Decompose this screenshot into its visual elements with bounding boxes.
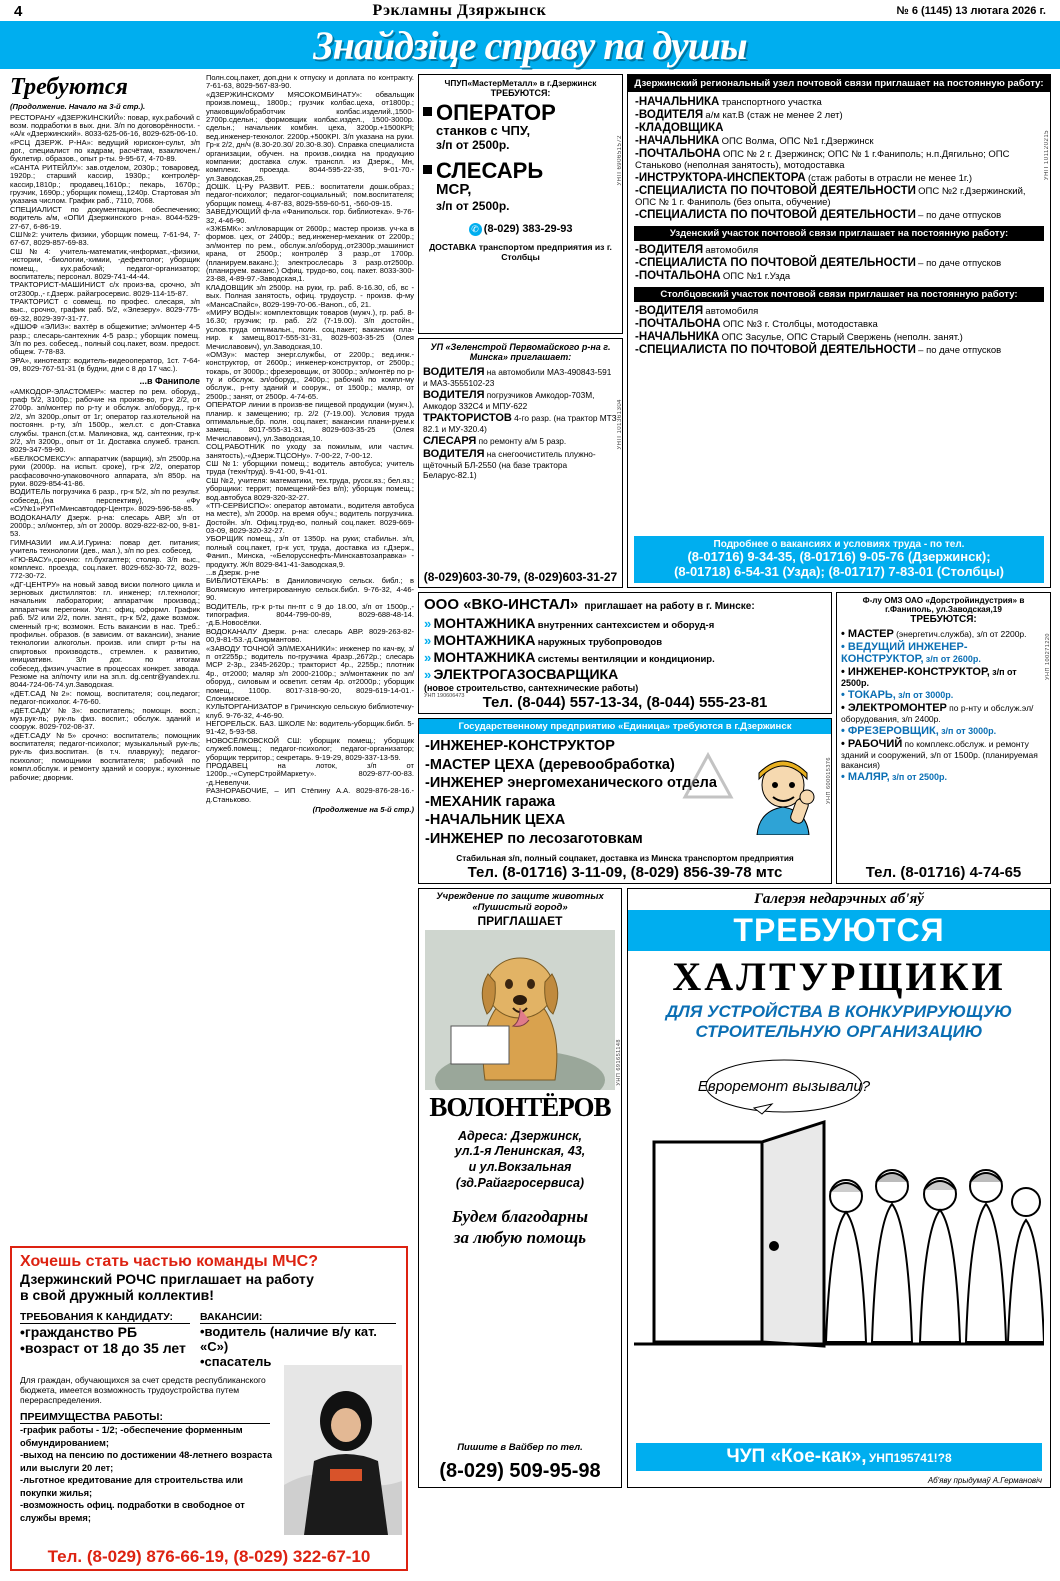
vacancy-title: ТРАКТОРИСТОВ xyxy=(423,412,512,424)
list-item xyxy=(424,666,826,682)
list-item xyxy=(423,389,618,411)
ad-phones[interactable]: (8-029)603-30-79, (8-029)603-31-27 xyxy=(423,570,618,584)
ad-delivery-note: ДОСТАВКА транспортом предприятия из г. Столбцы xyxy=(429,242,612,263)
vacancy-desc: – по даче отпусков xyxy=(918,345,1002,356)
list-item xyxy=(635,305,1043,317)
vacancy-desc: ОПС Засулье, ОПС Старый Свержень (неполн. занят.) xyxy=(721,332,963,343)
decorative-triangle-icon xyxy=(681,751,735,805)
vacancy-desc: по комплекс.обслуж. и ремонту зданий и сооружений, з/п от 1500р. (планируемая вакансия) xyxy=(841,739,1038,770)
ad-footer-title: Подробнее о вакансиях и условиях труда - по тел. xyxy=(713,539,965,551)
vacancy-title: -КЛАДОВЩИКА xyxy=(635,122,724,134)
list-item xyxy=(841,771,1046,783)
list-item xyxy=(635,148,1043,171)
vacancy-title: ВОДИТЕЛЯ xyxy=(423,389,485,401)
vacancy-desc: з/п от 2500р. xyxy=(841,667,1017,688)
list-item xyxy=(635,244,1043,256)
vacancy-title: ВОДИТЕЛЯ xyxy=(423,448,485,460)
ad-volunteers xyxy=(418,888,622,1488)
mchs-advantages-title: ПРЕИМУЩЕСТВА РАБОТЫ: xyxy=(20,1411,270,1424)
phone-icon: ✆ xyxy=(469,223,482,236)
gallery-author: Аб'яву прыдумаў А.Германовіч xyxy=(927,1476,1042,1485)
vacancy-title: МОНТАЖНИКА xyxy=(433,649,536,665)
ad-title: Дзержинский региональный узел почтовой связи приглашает на постоянную работу: xyxy=(628,75,1050,92)
list-item xyxy=(841,628,1046,640)
bullet-square-icon xyxy=(423,107,432,116)
ad-thanks: Будем благодарны за любую помощь xyxy=(451,1207,589,1247)
vacancy-desc: по р-нту и обслуж.эл/оборудования, з/п 2400р. xyxy=(841,703,1034,724)
vacancy-desc: погрузчиков Амкодор-703М, Амкодор 332С4 и МПУ-622 xyxy=(423,390,595,411)
mchs-line2: Дзержинский РОЧС приглашает на работу xyxy=(20,1271,314,1287)
mchs-vac-item: •водитель (наличие в/у кат. «С») xyxy=(200,1324,377,1354)
vacancy-title: -НАЧАЛЬНИК ЦЕХА xyxy=(425,812,566,829)
ad-footer-phones[interactable]: (8-01716) 9-34-35, (8-01716) 9-05-76 (Дзержинск); (8-01718) 6-54-31 (Узда); (8-01717) 7-83-01 (Столбцы) xyxy=(674,549,1004,580)
ad-mastermetall xyxy=(418,74,623,334)
vacancy-title: -НАЧАЛЬНИКА xyxy=(635,331,720,343)
gallery-unp: УНП195741!?8 xyxy=(868,1451,952,1465)
vacancy-list-uzda xyxy=(635,244,1043,282)
vacancy-desc: – по даче отпусков xyxy=(918,210,1002,221)
list-item xyxy=(635,122,1043,134)
vacancy-title: -ПОЧТАЛЬОНА xyxy=(635,318,721,330)
vacancy-desc: з/п от 2500р. xyxy=(891,772,948,782)
left-body-text: РЕСТОРАНУ «ДЗЕРЖИНСКИЙ»: повар, кух.рабочий с возм. подработки в вых. дни. З/п по договорённости. - «А/к «Дзержинский». 8033-625-06-16, 8029-625-06-10. «РСЦ ДЗЕРЖ. Р-НА»: ведущий юрискон-сульт, з/п дог., специалист по кадрам, расчётам, взаключен./буклетир. образов., опыт р-ты. 9-95-67, 4-70-89. «САНТА РИТЕЙЛУ»: зав.отделом, 2030р.; товаровед, 1920р.; старший кассир, 1930р.; контролёр-кассир,1810р.; продавец,1610р.; пекарь, 1670р.; грузчик, 1690р.; уборщик помещ.,1240р. Стартовая з/п указана числом. График раб., 7110, 7068. СПЕЦИАЛИСТ по документацион. обеспечению; водитель а/м, «ОПИ Дзержинского р-на». 8044-529-27-67, 6-86-19. СШ№2: учитель физики, уборщик помещ. 7-61-94, 7-67-67, 8029-857-69-83. СШ№4: учитель-математик,-информат.,-физики, -истории, -биологии,-химии, -дефектолог; уборщик помещ., кух.рабочий; педагог-организатор; воспитатель; персонал. 8029-741-44-44. ТРАКТОРИСТ-МАШИНИСТ с/х произ-ва, срочно, з/п от2300р.,- г.Дзерж. райагросервис. 8029-114-15-87. ТРАКТОРИСТ с совмещ. по профес. слесаря, з/п выс., срочно, график раб. 5/2, «Элезеру». 8029-775-69-32, 8029-397-31-77. «ДШОФ «ЭЛИЗ»: вахтёр в общежитие; эл/монтер 4-5 разр.; слесарь-сантехник 4-5 разр.; уборщик помещ. З/п по рез. собесед., полный соц.пакет, возм. предост. общеж. 7-78-83. ЭРА», кинотеатр: водитель-видеооператор, 1ст. 7-64-09, 8029-767-51-31 (в будни, дни с 8 до 17 час.). xyxy=(10,112,200,374)
list-item xyxy=(635,257,1043,269)
vacancy-title: -СПЕЦИАЛИСТА ПО ПОЧТОВОЙ ДЕЯТЕЛЬНОСТИ xyxy=(635,185,916,197)
vacancy-title: ЭЛЕКТРОГАЗОСВАРЩИКА xyxy=(433,666,619,682)
vacancy-title: -ПОЧТАЛЬОНА xyxy=(635,148,721,160)
vacancy-title: -ИНСТРУКТОРА-ИНСПЕКТОРА xyxy=(635,172,806,184)
list-item xyxy=(635,209,1043,221)
job-pay: з/п от 2500р. xyxy=(436,138,510,153)
vacancy-title: -СПЕЦИАЛИСТА ПО ПОЧТОВОЙ ДЕЯТЕЛЬНОСТИ xyxy=(635,344,916,356)
mchs-vac-item: •спасатель xyxy=(200,1354,272,1369)
vacancy-desc: системы вентиляции и кондиционир. xyxy=(537,654,715,665)
ad-edinica xyxy=(418,718,832,884)
vacancy-title: -ИНЖЕНЕР-КОНСТРУКТОР xyxy=(425,738,615,754)
vacancy-title: -ИНЖЕНЕР энергомеханического отдела xyxy=(425,775,717,792)
vacancy-desc: з/п от 3000р. xyxy=(898,690,954,700)
vacancy-desc: внутренних сантехсистем и оборуд-я xyxy=(537,620,715,631)
gallery-title: Галерэя недарэчных аб'яў xyxy=(754,891,924,907)
ad-need-label: ТРЕБУЮТСЯ: xyxy=(490,88,551,98)
vacancy-list xyxy=(423,366,618,480)
ad-company: ООО «ВКО-ИНСТАЛ» xyxy=(424,596,579,613)
vacancy-desc: ОПС №3 г. Столбцы, мотодоставка xyxy=(722,319,878,330)
ad-subtitle-stolbcy: Столбцовский участок почтовой связи приглашает на постоянную работу: xyxy=(634,287,1044,302)
unp-code: УНП 600015376 xyxy=(826,757,832,804)
vacancy-desc: ОПС № 2 г. Дзержинск; ОПС № 1 г.Фаниполь; н.п.Дягильно; ОПС Станьково (неполная занятость), мотодоставка xyxy=(635,149,1010,171)
section-banner xyxy=(0,21,1060,69)
continuation-note: (Продолжение. Начало на 3-й стр.). xyxy=(10,102,146,111)
list-item xyxy=(635,331,1043,343)
bullet-square-icon xyxy=(423,165,432,174)
list-item xyxy=(841,641,1046,665)
mchs-adv-item: -возможность офиц. подработки в свободное от службы время; xyxy=(20,1500,245,1523)
vacancy-desc: на автомобили МАЗ-490843-591 и МАЗ-3555102-23 xyxy=(423,367,612,388)
list-item xyxy=(423,448,618,480)
mchs-adv-item: -льготное кредитование для строительства или покупки жилья; xyxy=(20,1475,243,1498)
vacancy-title: • ТОКАРЬ, xyxy=(841,689,896,701)
ad-phone[interactable]: Тел. (8-01716) 4-74-65 xyxy=(865,864,1022,881)
ad-title: Ф-лу ОМЗ ОАО «Дорстройиндустрия» в г.Фаниполь, ул.Заводская,19 xyxy=(862,596,1025,614)
trebuyutsya-heading: Требуются xyxy=(10,74,128,100)
ad-contact-note: Пишите в Вайбер по тел. xyxy=(457,1442,583,1453)
vacancy-title: -ВОДИТЕЛЯ xyxy=(635,109,704,121)
vacancy-title: -МЕХАНИК гаража xyxy=(425,793,556,810)
fanipol-body-text: «АМКОДОР-ЭЛАСТОМЕР»: мастер по рем. оборуд., граф 5/2, 3100р.; рабочие на произв-во, гр-к 2/2, от 2700р. эл/монтер по р-ту и обслуж. эл/оборуд., гр-к 2/2, з/п 3200р.,опыт от 1г; оператор газ.котельной на постоянн. р-ту, з/п 1500р., жел.ст. с доп-Ставка службы. трансп.(ст.м. Малиновка, жд. сантехник, гр-к 2/2, з/п 3200р., опыт от 1г. Доставка служеб. трансп. 8029-347-59-90. «БЕЛКОСМЕКСУ»: аппаратчик (варщик), з/п 2500р.на руки (2000р. на испыт. сроке), гр-к 2/2, оператор расфасовочно-упаковочного аппарата, з/п 850р. на руки. 8029-854-41-86. ВОДИТЕЛЬ погрузчика 6 разр., гр-к 5/2, з/п по результ. собесед.,(на перспективу), «Фу «СУ№1»РУП«Минсавтодор-Центр». 8029-596-58-85. ВОДОКАНАЛУ Дзерж. р-на: слесарь АВР, з/п от 2000р.; эл/монтер, з/п от 2000р. 8029-822-82-00, 9-81-53. ГИМНАЗИИ им.А.И.Гурина: повар дет. питания; учитель технологии (дев., мал.), з/п по рез. собесед. «ГЮ-ВАСУ»,срочно: гл.бухгалтер; столяр. З/п выс., комплекс. проезда, соц.пакет. 8029-652-30-72, 8029-772-30-72. «ДГ-ЦЕНТРУ» на новый завод виски полного цикла и зерновых дистиллятов: гл. инженер; гл.технолог; начальник лаборатории; аппаратчик производ.; аппаратчик перегонки. Усл.: офиц. оформл. График раб. 5/2 или 2/2, полн. занят., гр-к 5/2, даже возмож. сменный гр-к; возможн. Есть вакансии в нас. Треб.: профильн. образов. (в зависим. от вакансии), знание технологии алкогольн. произв. или спирт р-ты на спиртовых производств., стремлен. к развитию, инициативн. З/п дог. по итогам собесед.,физич.участие в процессах конкрет. завода. Резюме на эл/почту или на зп.п. dg.centr@yandex.ru. 8044-724-06-74.ул.Заводская. «ДЕТ.САД №2»: помощ. воспитателя; соц.педагог; педагог-психолог. 4-76-60. «ДЕТ.САДУ №3»: воспитатель; помощн. восп.; муз.рук-ль; рук-ль физ. воспит.; обслуж. зданий и сооруж. 8029-702-08-37. «ДЕТ.САДУ №5» срочно: воспитатель; помощник воспитателя; педагог-психолог; музыкальный рук-ль; рук-ль физ.воспитан. (в т.ч. плавруку); педагог-психолог; помощники воспитателя; рабочий по компл.обслуж. и ремонту зданий и сооруж.; кухонные рабочие; дворник. xyxy=(10,386,200,782)
list-item xyxy=(841,702,1046,724)
ad-title: УП «Зеленстрой Первомайского р-на г. Минска» приглашает: xyxy=(430,342,611,362)
ad-org: Учреждение по защите животных «Пушистый город» xyxy=(436,891,604,913)
vacancy-title: • ЭЛЕКТРОМОНТЕР xyxy=(841,702,947,714)
vacancy-list xyxy=(424,615,826,682)
banner-text: Знайдзіце справу па душы xyxy=(313,22,747,68)
vacancy-title: -ПОЧТАЛЬОНА xyxy=(635,270,721,282)
list-item xyxy=(841,738,1046,770)
vacancy-desc: з/п от 2600р. xyxy=(925,654,981,664)
list-item xyxy=(841,666,1046,688)
mchs-vacancies-title: ВАКАНСИИ: xyxy=(200,1311,396,1324)
job-title: СЛЕСАРЬ xyxy=(436,158,544,184)
vacancy-desc: по ремонту а/м 5 разр. xyxy=(478,436,567,446)
ad-headline: ВОЛОНТЁРОВ xyxy=(429,1091,611,1122)
job-sub: станков с ЧПУ, xyxy=(436,123,531,138)
column-two xyxy=(206,74,414,814)
svg-text:Евроремонт вызывали?: Евроремонт вызывали? xyxy=(697,1078,871,1095)
mchs-question: Хочешь стать частью команды МЧС? xyxy=(20,1253,318,1270)
vacancy-desc: транспортного участка xyxy=(721,97,822,108)
vacancy-desc: автомобиля xyxy=(705,245,759,256)
list-item xyxy=(635,96,1043,108)
ad-gallery xyxy=(627,888,1051,1488)
vacancy-desc: (стаж работы в отрасли не менее 1г.) xyxy=(807,173,973,184)
job-sub: МСР, xyxy=(436,181,472,199)
unp-code: УНП 101120215 xyxy=(1044,130,1050,181)
unp-code: УНП 190606473 xyxy=(424,693,465,699)
list-item xyxy=(635,172,1043,184)
vacancy-desc: ОПС Волма, ОПС №1 г.Дзержинск xyxy=(721,136,874,147)
vacancy-title: -НАЧАЛЬНИКА xyxy=(635,96,720,108)
unp-code: УНП 100271220 xyxy=(1045,633,1051,680)
mchs-req-item: •гражданство РБ xyxy=(20,1324,138,1340)
ad-company: ЧПУП«МастерМеталл» в г.Дзержинск xyxy=(444,78,597,88)
vacancy-title: СЛЕСАРЯ xyxy=(423,435,477,447)
job-title: ОПЕРАТОР xyxy=(436,100,556,125)
ad-subtitle: приглашает на работу в г. Минске: xyxy=(584,601,755,612)
list-item xyxy=(424,615,826,631)
worker-illustration xyxy=(737,749,829,835)
page-number: 4 xyxy=(14,2,23,20)
mchs-adv-item: -график работы - 1/2; -обеспечение форменным обмундированием; xyxy=(20,1425,243,1448)
list-item xyxy=(635,185,1043,208)
dog-photo xyxy=(425,930,615,1090)
cartoon-illustration xyxy=(634,1046,1044,1376)
rescuer-photo xyxy=(284,1365,402,1535)
vacancy-title: -ВОДИТЕЛЯ xyxy=(635,305,704,317)
mchs-note: Для граждан, обучающихся за счет средств республиканского бюджета, имеется возможность трудоустройства путем перераспределения. xyxy=(20,1375,266,1405)
ad-phone-prefix[interactable]: (8-029) 383-29-93 xyxy=(483,222,573,235)
vacancy-title: • РАБОЧИЙ xyxy=(841,738,903,750)
vacancy-desc: наружных трубопроводов xyxy=(537,637,663,648)
vacancy-desc: на снегоочиститель плужно-щёточный БЛ-2550 (на базе трактора Беларус-82.1) xyxy=(423,449,596,480)
vacancy-desc: (энергетич.служба), з/п от 2200р. xyxy=(896,629,1027,639)
vacancy-title: • МАСТЕР xyxy=(841,628,894,640)
mchs-line3: в свой дружный коллектив! xyxy=(20,1287,214,1303)
list-item xyxy=(423,435,618,447)
list-item xyxy=(424,632,826,648)
list-item xyxy=(635,109,1043,121)
chevron-right-icon: » xyxy=(424,667,432,682)
ad-invite: ПРИГЛАШАЕТ xyxy=(477,913,563,928)
col2-continuation: (Продолжение на 5-й стр.) xyxy=(312,804,414,814)
ad-phones[interactable]: Тел. (8-044) 557-13-34, (8-044) 555-23-81 xyxy=(482,694,768,711)
gallery-line2: СТРОИТЕЛЬНУЮ ОРГАНИЗАЦИЮ xyxy=(695,1022,983,1041)
list-item xyxy=(635,270,1043,282)
ad-title: Государственному предприятию «Единица» требуются в г.Дзержинск xyxy=(419,719,831,734)
vacancy-title: • ИНЖЕНЕР-КОНСТРУКТОР, xyxy=(841,666,990,678)
vacancy-desc: ОПС №2 г.Дзержинский, ОПС № 1 г. Фаниполь (без опыта, обучение) xyxy=(635,186,1026,208)
ad-vko-instal xyxy=(418,592,832,714)
mchs-phones[interactable]: Тел. (8-029) 876-66-19, (8-029) 322-67-10 xyxy=(47,1547,371,1566)
vacancy-desc: – по даче отпусков xyxy=(918,258,1002,269)
vacancy-title: -СПЕЦИАЛИСТА ПО ПОЧТОВОЙ ДЕЯТЕЛЬНОСТИ xyxy=(635,257,916,269)
list-item xyxy=(423,412,618,434)
mchs-req-item: •возраст от 18 до 35 лет xyxy=(20,1340,186,1356)
list-item xyxy=(423,366,618,388)
gallery-company: ЧУП «Кое-как», xyxy=(726,1446,867,1467)
unp-code: УНП 691651148 xyxy=(616,1039,622,1086)
list-item xyxy=(635,344,1043,356)
chevron-right-icon: » xyxy=(424,650,432,665)
vacancy-title: • ФРЕЗЕРОВЩИК, xyxy=(841,725,939,737)
ad-address: Адреса: Дзержинск, ул.1-я Ленинская, 43, и ул.Вокзальная (зд.Райагросервиса) xyxy=(454,1128,586,1190)
col2-body-text: Полн.соц.пакет, доп.дни к отпуску и доплата по контракту. 7-61-63, 8029-567-83-90. «ДЗЕРЖИНСКОМУ МЯСОКОМБИНАТУ»: обвальщик произв.помещ., 1800р.; грузчик колбас.цеха, от1800р.; упаковщик/обработчик колбас.изделий.,1500-2700р.сдельн.; формовщик колбас.издел., 1500-3000р. сдельн.; начальник комбин. цеха, 3200р.+1500КРI; вед.инженер-технолог. 2200р.+500КРI. З/п указана на руки. Гр-к 2/2, дн/ч (8.30-20.30/ 20.30-8.30). Справка специалиста организации, обучен. на произв.,скидка на продукцию компании; доставка служ. транспл. из Дзерж., Мн, комплекс. проезда. 8044-595-22-35, 9-01-70.-ул.Заводская,25. ДОШК. Ц-Ру РАЗВИТ. РЕБ.: воспитатели дошк.образ.; педагог-психолог; педагог-социальный; пом.воспитателя; уборщик помещ. 4-87-83, 8029-559-60-51, -560-09-15. ЗАВЕДУЮЩИЙ ф-ла «Фанипольск. гор. библиотека». 9-76-32, 4-46-90. «ЗЖБМК»: эл/гловарщик от 2600р.; мастер произв. уч-ка в формов. цех, от 2400р.; вед.инженер-механик от 2200р.; эл/монтер по рем., обслуж.эл/оборуд.,от2300р.;машинист крана, от 2500р.; контролёр 3 разр.,от 1700р. (планируем.ваканс.); электрослесарь 3 разр.от2500р. (планируем. ваканс.) Офиц. трудо-во, соц. пакет. 8033-300-23-88, 4-89-97.-Заводская,1. КЛАДОВЩИК з/п 2500р. на руки, гр. раб. 8-16.30, сб, вс - вых. Полная занятость, офиц. трудоустр. - произв. ф-му «МансаСпайс», 8029-199-70-06.-Ваноп., сб, 21. «МИРУ ВОДЫ»: комплектовщик товаров (мужч.), гр. раб. 8-16.30; грузчик; гр. раб. 2/2 (7-19.00). З/п достойн., услов.труда оптимальн., полн. соц.пакет; вакансии пла-нир. к замещ.8017-555-31-31, 8029-603-35-25 (Олея Мечиславович), ул.Заводская,10. «ОМЗу»: мастер энерг.службы, от 2200р.; вед.инж.-конструктор, от 2600р.; инженер-конструктор, от 2500р.; токарь, от 3000р.; фрезеровщик, от 3000р.; эл/монтёр по р-ту и обслуж. эл/оборуд., 2400р.; рабочий по компл-му обслуж., р-нту зданий и сооруж., от 1500р.; маляр, от 2500р.; занят, от 2500р. 4-74-65. ОПЕРАТОР линии в произв-ве пищевой продукции (мужч.), планир. к замещению; гр. 2/2 (7-19.00). Условия труда оптимальные,бр. полн. соц.пакет; вакансии плани-руем.к замещ. 8017-555-31-31, 8029-603-35-25 (Олея Мечиславович), ул.Заводская,10. СОЦ.РАБОТНИК по уходу за пожилым, или частич. занятость),-«Дзерж.ТЦСОНу». 7-00-22, 7-00-12. СШ №1: уборщики помещ.; водитель автобуса; учитель труда (техн/труд). 9-41-00, 9-41-01. СШ №2, учителя: математики, тех.труда, русск.яз.; бел.яз.; уборщики: террит; помещений-без в/п); уборщик помещ.; вод.автобуса 8029-320-32-27. «ТП-СЕРВИСПО»: оператор автомати., водителя автобуса на месте), з/п 2000р. на время обуч.; водитель погрузчика. Достойн. з/п. Офиц.труд-во, полный соц.пакет. 8029-669-03-09, 8029-320-32-27. УБОРЩИК помещ., з/п от 1350р. на руки; стабильн. з/п, полный соц.пакет, гр-к уст, труда, доставка из г.Дзерж., Фанип., Минска, -«Белорусснефть-Минскавтозаправка» - продукту. Ж/п 8029-841-41-3аводская,9. ...в Дзерж. р-не БИБЛИОТЕКАРЬ: в Даниловичскую сельск. библ.; в Волямскую интегрированную сельск.библ. 9-76-32, 4-46-90. ВОДИТЕЛЬ, гр-к р-ты пн-пт с 9 до 18.00, з/п от 1500р.,-типография. 8044-799-00-89, 8029-688-48-14. -д.Б.Новосёлки. ВОДОКАНАЛУ Дзерж. р-на: слесарь АВР. 8029-263-82-00,9-81-53.-д.Скирмантово. «ЗАВОДУ ТОЧНОЙ ЭЛ/МЕХАНИКИ»: инженер по кач-ву, з/п от2255р.; водитель по-грузчика 4разр.,2672р.; слесарь МСР 2-3р., 2345-2620р.; тракторист 4р., 2255р.; плотник 4р., от2000; маляр з/п 2000-2100р.; эл/монтажник по эл/оборуд., силовым и осветит. сетям 4р. от2000р.; уборщик помещ., 1100р. 8017-318-90-20, 8029-619-14-01.-Слонимское. КУЛЬТОРГАНИЗАТОР в Гричинскую сельскую библиотечку-клуб. 9-76-32, 4-46-90. НЕГОРЕЛЬСК. БАЗ. ШКОЛЕ №: водитель-уборщик.библ. 5-91-42, 5-93-58. НОВОСЁЛКОВСКОЙ СШ: уборщик помещ.; уборщик служеб.помещ.; педагог-психолог; педагог-организатор; уборщик территор.; секретарь. 9-19-29, 8029-337-13-59. ПРОДАВЕЦ на лоток, з/п от 1200р.,-«СуперСтройМаркету». 8029-877-00-83. -д.Невелучи. РАЗНОРАБОЧИЕ, – ИП Стёпину А.А. 8029-876-28-16.-д.Станьково. xyxy=(206,73,414,804)
fanipol-heading: ...в Фаниполе xyxy=(139,375,200,386)
list-item xyxy=(841,689,1046,701)
ad-mchs xyxy=(10,1246,408,1571)
list-item xyxy=(841,725,1046,737)
issue-info: № 6 (1145) 13 лютага 2026 г. xyxy=(896,5,1046,17)
ad-zelenstroy xyxy=(418,338,623,588)
newspaper-title: Рэкламны Дзяржынск xyxy=(372,2,547,19)
chevron-right-icon: » xyxy=(424,633,432,648)
ad-phones[interactable]: Тел. (8-01716) 3-11-09, (8-029) 856-39-78 мтс xyxy=(467,864,783,881)
mchs-adv-item: -выход на пенсию по достижении 48-летнего возраста или выслуги 20 лет; xyxy=(20,1450,273,1473)
mchs-requirements-title: ТРЕБОВАНИЯ К КАНДИДАТУ: xyxy=(20,1311,190,1324)
ad-postal-service xyxy=(627,74,1051,588)
unp-code: УНП 101361304 xyxy=(617,399,623,450)
ad-need-label: ТРЕБУЮТСЯ: xyxy=(910,614,977,625)
vacancy-list xyxy=(841,628,1046,783)
gallery-headline: ХАЛТУРЩИКИ xyxy=(672,954,1006,999)
vacancy-title: -НАЧАЛЬНИКА xyxy=(635,135,720,147)
ad-subtitle-uzda: Узденский участок почтовой связи приглашает на постоянную работу: xyxy=(634,226,1044,241)
vacancy-title: ВОДИТЕЛЯ xyxy=(423,366,485,378)
vacancy-desc: автомобиля xyxy=(705,306,759,317)
vacancy-title: МОНТАЖНИКА xyxy=(433,632,536,648)
list-item xyxy=(635,318,1043,330)
gallery-line1: ДЛЯ УСТРОЙСТВА В КОНКУРИРУЮЩУЮ xyxy=(665,1002,1013,1021)
vacancy-title: -ВОДИТЕЛЯ xyxy=(635,244,704,256)
vacancy-title: -МАСТЕР ЦЕХА (деревообработка) xyxy=(425,756,675,773)
vacancy-desc: а/м кат.В (стаж не менее 2 лет) xyxy=(705,110,843,121)
chevron-right-icon: » xyxy=(424,616,432,631)
vacancy-list xyxy=(635,96,1043,221)
vacancy-desc: 4-го разр. (на трактор МТЗ 82.1 и МУ-320.4) xyxy=(423,413,617,434)
list-item xyxy=(424,649,826,665)
column-left xyxy=(10,74,200,782)
vacancy-title: • МАЛЯР, xyxy=(841,771,890,783)
vacancy-title: МОНТАЖНИКА xyxy=(433,615,536,631)
ad-note: Стабильная з/п, полный соцпакет, доставка из Минска транспортом предприятия xyxy=(456,853,794,863)
vacancy-title: -СПЕЦИАЛИСТА ПО ПОЧТОВОЙ ДЕЯТЕЛЬНОСТИ xyxy=(635,209,916,221)
ad-phone[interactable]: (8-029) 509-95-98 xyxy=(439,1460,601,1482)
vacancy-desc: з/п от 3000р. xyxy=(941,726,997,736)
gallery-need: ТРЕБУЮТСЯ xyxy=(628,910,1050,951)
ad-omz xyxy=(836,592,1051,884)
vacancy-title: • ВЕДУЩИЙ ИНЖЕНЕР-КОНСТРУКТОР, xyxy=(841,641,968,665)
ad-note: (новое строительство, сантехнические работы) xyxy=(424,683,639,693)
vacancy-desc: ОПС №1 г.Узда xyxy=(722,271,791,282)
unp-code: УНП 690651572 xyxy=(617,135,623,186)
job-pay: з/п от 2500р. xyxy=(436,198,510,213)
list-item xyxy=(635,135,1043,147)
masthead xyxy=(0,0,1060,22)
vacancy-list-stolbcy xyxy=(635,305,1043,356)
vacancy-title: -ИНЖЕНЕР по лесозаготовкам xyxy=(425,830,643,847)
